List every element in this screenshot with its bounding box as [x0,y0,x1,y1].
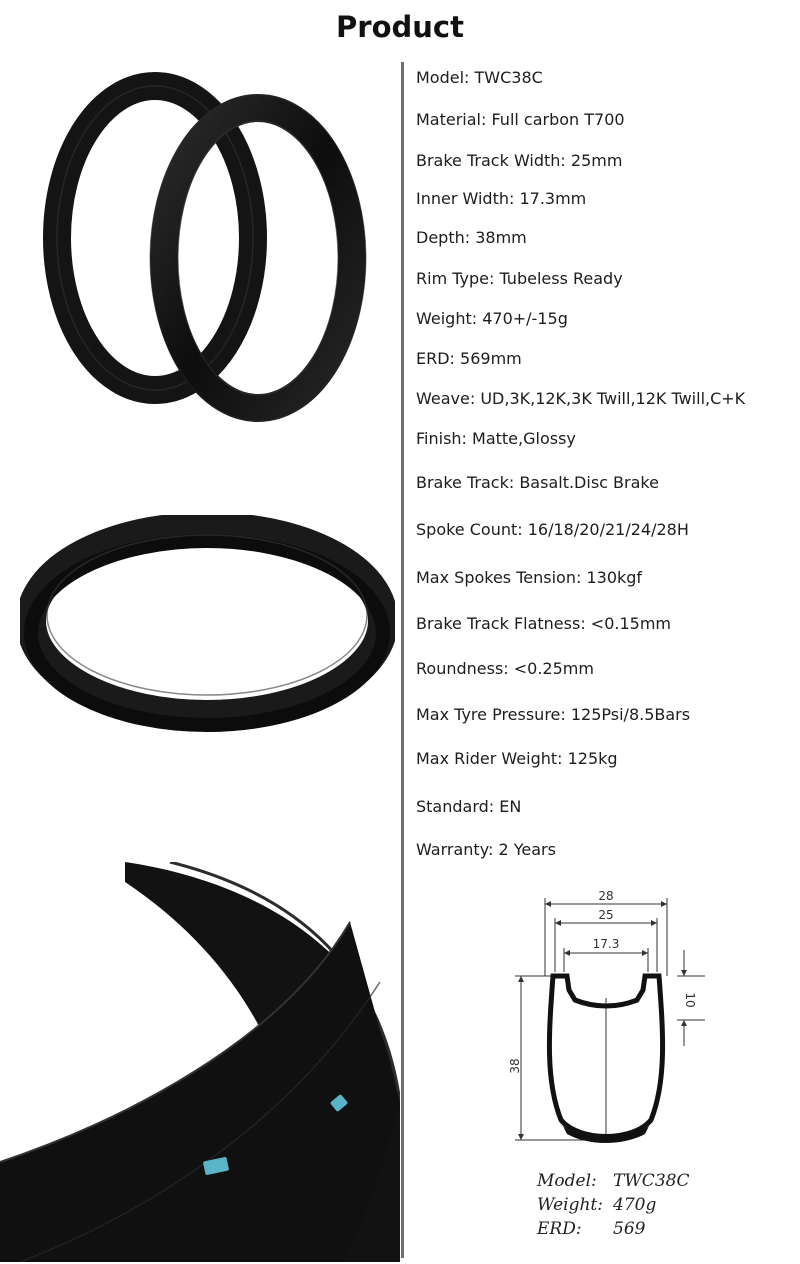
dim-inner-width: 17.3 [592,937,620,951]
spec-brake-track-flatness: Brake Track Flatness: <0.15mm [416,614,671,633]
spec-weight: Weight: 470+/-15g [416,309,568,328]
rim-cross-section-diagram [505,880,705,1150]
spec-max-tyre-pressure: Max Tyre Pressure: 125Psi/8.5Bars [416,705,691,724]
summary-erd-value: 569 [613,1219,646,1239]
summary-weight-value: 470g [613,1195,657,1215]
rim-closeup-photo [0,862,400,1262]
spec-spoke-count: Spoke Count: 16/18/20/21/24/28H [416,520,689,539]
spec-material: Material: Full carbon T700 [416,110,625,129]
spec-max-spokes-tension: Max Spokes Tension: 130kgf [416,568,643,587]
summary-weight-label: Weight: [537,1195,603,1215]
dim-hook-height: 10 [683,992,697,1008]
spec-model: Model: TWC38C [416,68,543,87]
spec-finish: Finish: Matte,Glossy [416,429,576,448]
summary-model [537,1171,689,1191]
spec-inner-width: Inner Width: 17.3mm [416,189,587,208]
spec-warranty: Warranty: 2 Years [416,840,556,859]
rim-pair-photo [40,70,380,430]
spec-standard: Standard: EN [416,797,522,816]
spec-max-rider-weight: Max Rider Weight: 125kg [416,749,618,768]
dim-outer-width: 28 [598,889,614,903]
dim-brake-width: 25 [598,908,614,922]
rim-perspective-photo [20,515,395,735]
summary-model-value: TWC38C [613,1171,690,1191]
spec-rim-type: Rim Type: Tubeless Ready [416,269,623,288]
summary-erd-label: ERD: [537,1219,582,1239]
summary-erd [537,1219,645,1239]
spec-weave: Weave: UD,3K,12K,3K Twill,12K Twill,C+K [416,389,746,408]
spec-erd: ERD: 569mm [416,349,522,368]
spec-brake-track: Brake Track: Basalt.Disc Brake [416,473,659,492]
page-title: Product [336,10,464,44]
summary-model-label: Model: [537,1171,597,1191]
vertical-divider [401,62,404,1258]
spec-roundness: Roundness: <0.25mm [416,659,594,678]
dim-depth: 38 [508,1058,522,1074]
summary-weight [537,1195,656,1215]
spec-depth: Depth: 38mm [416,228,527,247]
spec-brake-track-width: Brake Track Width: 25mm [416,151,623,170]
